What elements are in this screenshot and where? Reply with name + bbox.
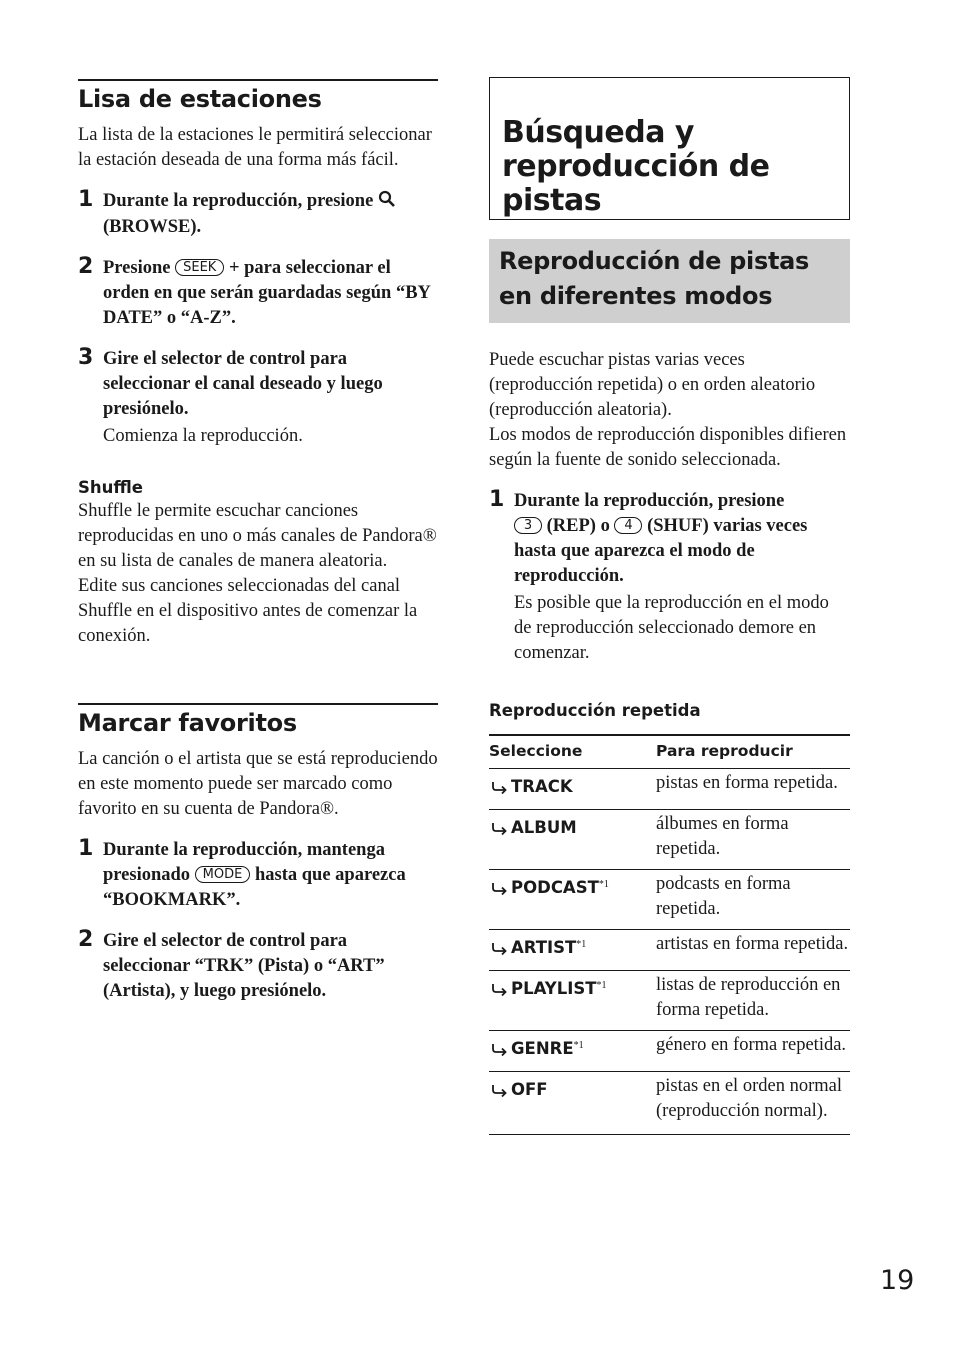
repeat-option-label: OFF xyxy=(511,1080,548,1099)
repeat-icon xyxy=(489,1039,511,1064)
step-instruction: Gire el selector de control para seleccionar el canal deseado y luego presiónelo. xyxy=(103,349,383,419)
column-header: Seleccione xyxy=(489,735,656,769)
footnote-mark: *1 xyxy=(596,980,607,991)
repeat-option-label: PODCAST xyxy=(511,878,599,897)
repeat-description: listas de reproducción en forma repetida. xyxy=(656,971,850,1031)
shuffle-paragraph-1: Shuffle le permite escuchar canciones reproducidas en uno o más canales de Pandora® en su lista de canales de manera aleatoria. xyxy=(78,501,437,571)
favorites-intro: La canción o el artista que se está reproduciendo en este momento puede ser marcado como favorito en su cuenta de Pandora®. xyxy=(78,749,438,819)
section-rule xyxy=(78,703,438,705)
footnote-mark: *1 xyxy=(598,879,609,890)
section-rule xyxy=(78,79,438,81)
table-row xyxy=(489,810,850,870)
step-instruction: Durante la reproducción, presione (BROWSE). xyxy=(103,189,438,240)
repeat-option xyxy=(489,930,656,971)
repeat-description: artistas en forma repetida. xyxy=(656,930,850,971)
button-4-glyph: 4 xyxy=(614,517,642,534)
button-3-glyph: 3 xyxy=(514,517,542,534)
step-number: 3 xyxy=(78,345,94,370)
table-row xyxy=(489,769,850,810)
step-number: 2 xyxy=(78,927,94,952)
modes-intro-2: Los modos de reproducción disponibles difieren según la fuente de sonido seleccionada. xyxy=(489,425,847,470)
shuffle-heading: Shuffle xyxy=(78,478,143,497)
repeat-option xyxy=(489,769,656,810)
repeat-description: pistas en el orden normal (reproducción normal). xyxy=(656,1072,850,1135)
step-instruction: Gire el selector de control para seleccionar “TRK” (Pista) o “ART” (Artista), y luego presiónelo. xyxy=(103,931,385,1001)
section-band xyxy=(489,239,850,323)
step-instruction: Durante la reproducción, presione 3 (REP) o 4 (SHUF) varias veces hasta que aparezca el modo de reproducción. xyxy=(514,491,808,586)
step-number: 2 xyxy=(78,254,94,279)
table-row xyxy=(489,870,850,930)
stations-step-1 xyxy=(78,189,438,240)
repeat-icon xyxy=(489,979,511,1004)
page-number: 19 xyxy=(880,1265,915,1296)
repeat-description: álbumes en forma repetida. xyxy=(656,810,850,870)
repeat-icon xyxy=(489,878,511,903)
section-title-modes: Reproducción de pistas en diferentes modos xyxy=(499,247,809,310)
table-row xyxy=(489,971,850,1031)
repeat-option-label: TRACK xyxy=(511,777,573,796)
table-header-row xyxy=(489,735,850,769)
table-row xyxy=(489,930,850,971)
favorites-step-1 xyxy=(78,838,438,913)
repeat-icon xyxy=(489,1080,511,1105)
table-row xyxy=(489,1072,850,1135)
step-instruction: Durante la reproducción, mantenga presionado MODE hasta que aparezca “BOOKMARK”. xyxy=(103,840,406,910)
stations-step-3 xyxy=(78,347,438,449)
repeat-option xyxy=(489,870,656,930)
step-number: 1 xyxy=(489,487,505,512)
modes-intro-1: Puede escuchar pistas varias veces (reproducción repetida) o en orden aleatorio (reproducción aleatoria). xyxy=(489,350,816,420)
stations-step-2 xyxy=(78,256,438,331)
chapter-title-box xyxy=(489,77,850,220)
repeat-option xyxy=(489,810,656,870)
right-column xyxy=(489,77,850,1135)
search-icon xyxy=(378,190,396,215)
table-row xyxy=(489,1031,850,1072)
step-note: Comienza la reproducción. xyxy=(103,426,303,446)
step-instruction: Presione SEEK + para seleccionar el orden en que serán guardadas según “BY DATE” o “A-Z”. xyxy=(103,258,431,328)
mode-button-glyph: MODE xyxy=(195,866,251,883)
repeat-description: género en forma repetida. xyxy=(656,1031,850,1072)
step-note: Es posible que la reproducción en el modo de reproducción seleccionado demore en comenzar. xyxy=(514,593,829,663)
section-title-stations: Lisa de estaciones xyxy=(78,85,322,113)
modes-step-1 xyxy=(489,489,850,666)
repeat-option-label: GENRE xyxy=(511,1039,574,1058)
repeat-option-label: PLAYLIST xyxy=(511,979,597,998)
section-title-favorites: Marcar favoritos xyxy=(78,709,297,737)
stations-intro: La lista de la estaciones le permitirá seleccionar la estación deseada de una forma más fácil. xyxy=(78,125,432,170)
favorites-step-2 xyxy=(78,929,438,1004)
column-header: Para reproducir xyxy=(656,735,850,769)
footnote-mark: *1 xyxy=(573,1040,584,1051)
shuffle-paragraph-2: Edite sus canciones seleccionadas del canal Shuffle en el dispositivo antes de comenzar la conexión. xyxy=(78,576,418,646)
chapter-title: Búsqueda y reproducción de pistas xyxy=(502,115,770,218)
seek-button-glyph: SEEK xyxy=(175,259,224,276)
repeat-option xyxy=(489,1072,656,1135)
repeat-table xyxy=(489,734,850,1135)
repeat-option-label: ALBUM xyxy=(511,818,577,837)
repeat-option-label: ARTIST xyxy=(511,938,577,957)
repeat-option xyxy=(489,971,656,1031)
repeat-description: pistas en forma repetida. xyxy=(656,769,850,810)
repeat-icon xyxy=(489,818,511,843)
step-number: 1 xyxy=(78,187,94,212)
repeat-icon xyxy=(489,938,511,963)
repeat-description: podcasts en forma repetida. xyxy=(656,870,850,930)
repeat-icon xyxy=(489,777,511,802)
repeat-heading: Reproducción repetida xyxy=(489,701,701,720)
step-number: 1 xyxy=(78,836,94,861)
left-column xyxy=(78,79,438,1004)
footnote-mark: *1 xyxy=(576,939,587,950)
repeat-option xyxy=(489,1031,656,1072)
